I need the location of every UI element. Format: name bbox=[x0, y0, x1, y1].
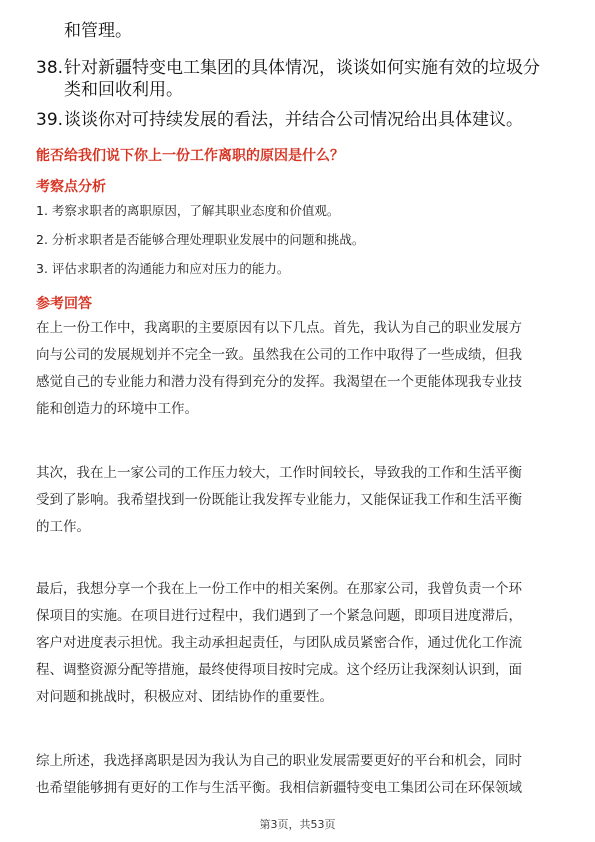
answer-paragraph-line: 综上所述，我选择离职是因为我认为自己的职业发展需要更好的平台和机会，同时 bbox=[36, 753, 522, 769]
answer-paragraph-line: 向与公司的发展规划并不完全一致。虽然我在公司的工作中取得了一些成绩，但我 bbox=[36, 347, 522, 363]
question-39-number: 39. bbox=[36, 110, 64, 130]
page-number-footer: 第3页，共53页 bbox=[259, 818, 336, 831]
analysis-item: 1. 考察求职者的离职原因，了解其职业态度和价值观。 bbox=[36, 203, 340, 218]
question-39-line1 bbox=[36, 109, 523, 131]
question-37-tail: 和管理。 bbox=[64, 21, 132, 41]
question-38-line1 bbox=[36, 57, 540, 79]
answer-paragraph-line: 其次，我在上一家公司的工作压力较大，工作时间较长，导致我的工作和生活平衡 bbox=[36, 465, 522, 481]
answer-paragraph-line: 受到了影响。我希望找到一份既能让我发挥专业能力，又能保证我工作和生活平衡 bbox=[36, 492, 522, 508]
answer-paragraph-line: 最后，我想分享一个我在上一份工作中的相关案例。在那家公司，我曾负责一个环 bbox=[36, 581, 522, 597]
answer-paragraph-line: 对问题和挑战时，积极应对、团结协作的重要性。 bbox=[36, 689, 333, 705]
analysis-heading: 考察点分析 bbox=[36, 179, 106, 195]
answer-paragraph-line: 保项目的实施。在项目进行过程中，我们遇到了一个紧急问题，即项目进度滞后， bbox=[36, 608, 522, 624]
answer-paragraph-line: 也希望能够拥有更好的工作与生活平衡。我相信新疆特变电工集团公司在环保领域 bbox=[36, 780, 522, 796]
answer-paragraph-line: 客户对进度表示担忧。我主动承担起责任，与团队成员紧密合作，通过优化工作流 bbox=[36, 635, 522, 651]
answer-heading: 参考回答 bbox=[36, 296, 92, 312]
analysis-item: 2. 分析求职者是否能够合理处理职业发展中的问题和挑战。 bbox=[36, 232, 365, 247]
analysis-item: 3. 评估求职者的沟通能力和应对压力的能力。 bbox=[36, 261, 290, 276]
section-question-title: 能否给我们说下你上一份工作离职的原因是什么？ bbox=[36, 148, 344, 164]
answer-paragraph-line: 感觉自己的专业能力和潜力没有得到充分的发挥。我渴望在一个更能体现我专业技 bbox=[36, 374, 522, 390]
question-39-text: 谈谈你对可持续发展的看法，并结合公司情况给出具体建议。 bbox=[64, 110, 523, 130]
question-38-line2: 类和回收利用。 bbox=[64, 80, 183, 100]
answer-paragraph-line: 能和创造力的环境中工作。 bbox=[36, 401, 198, 417]
answer-paragraph-line: 在上一份工作中，我离职的主要原因有以下几点。首先，我认为自己的职业发展方 bbox=[36, 320, 522, 336]
question-38-text: 针对新疆特变电工集团的具体情况，谈谈如何实施有效的垃圾分 bbox=[64, 58, 540, 78]
answer-paragraph-line: 程、调整资源分配等措施，最终使得项目按时完成。这个经历让我深刻认识到，面 bbox=[36, 662, 522, 678]
answer-paragraph-line: 的工作。 bbox=[36, 519, 90, 535]
question-38-number: 38. bbox=[36, 58, 64, 78]
